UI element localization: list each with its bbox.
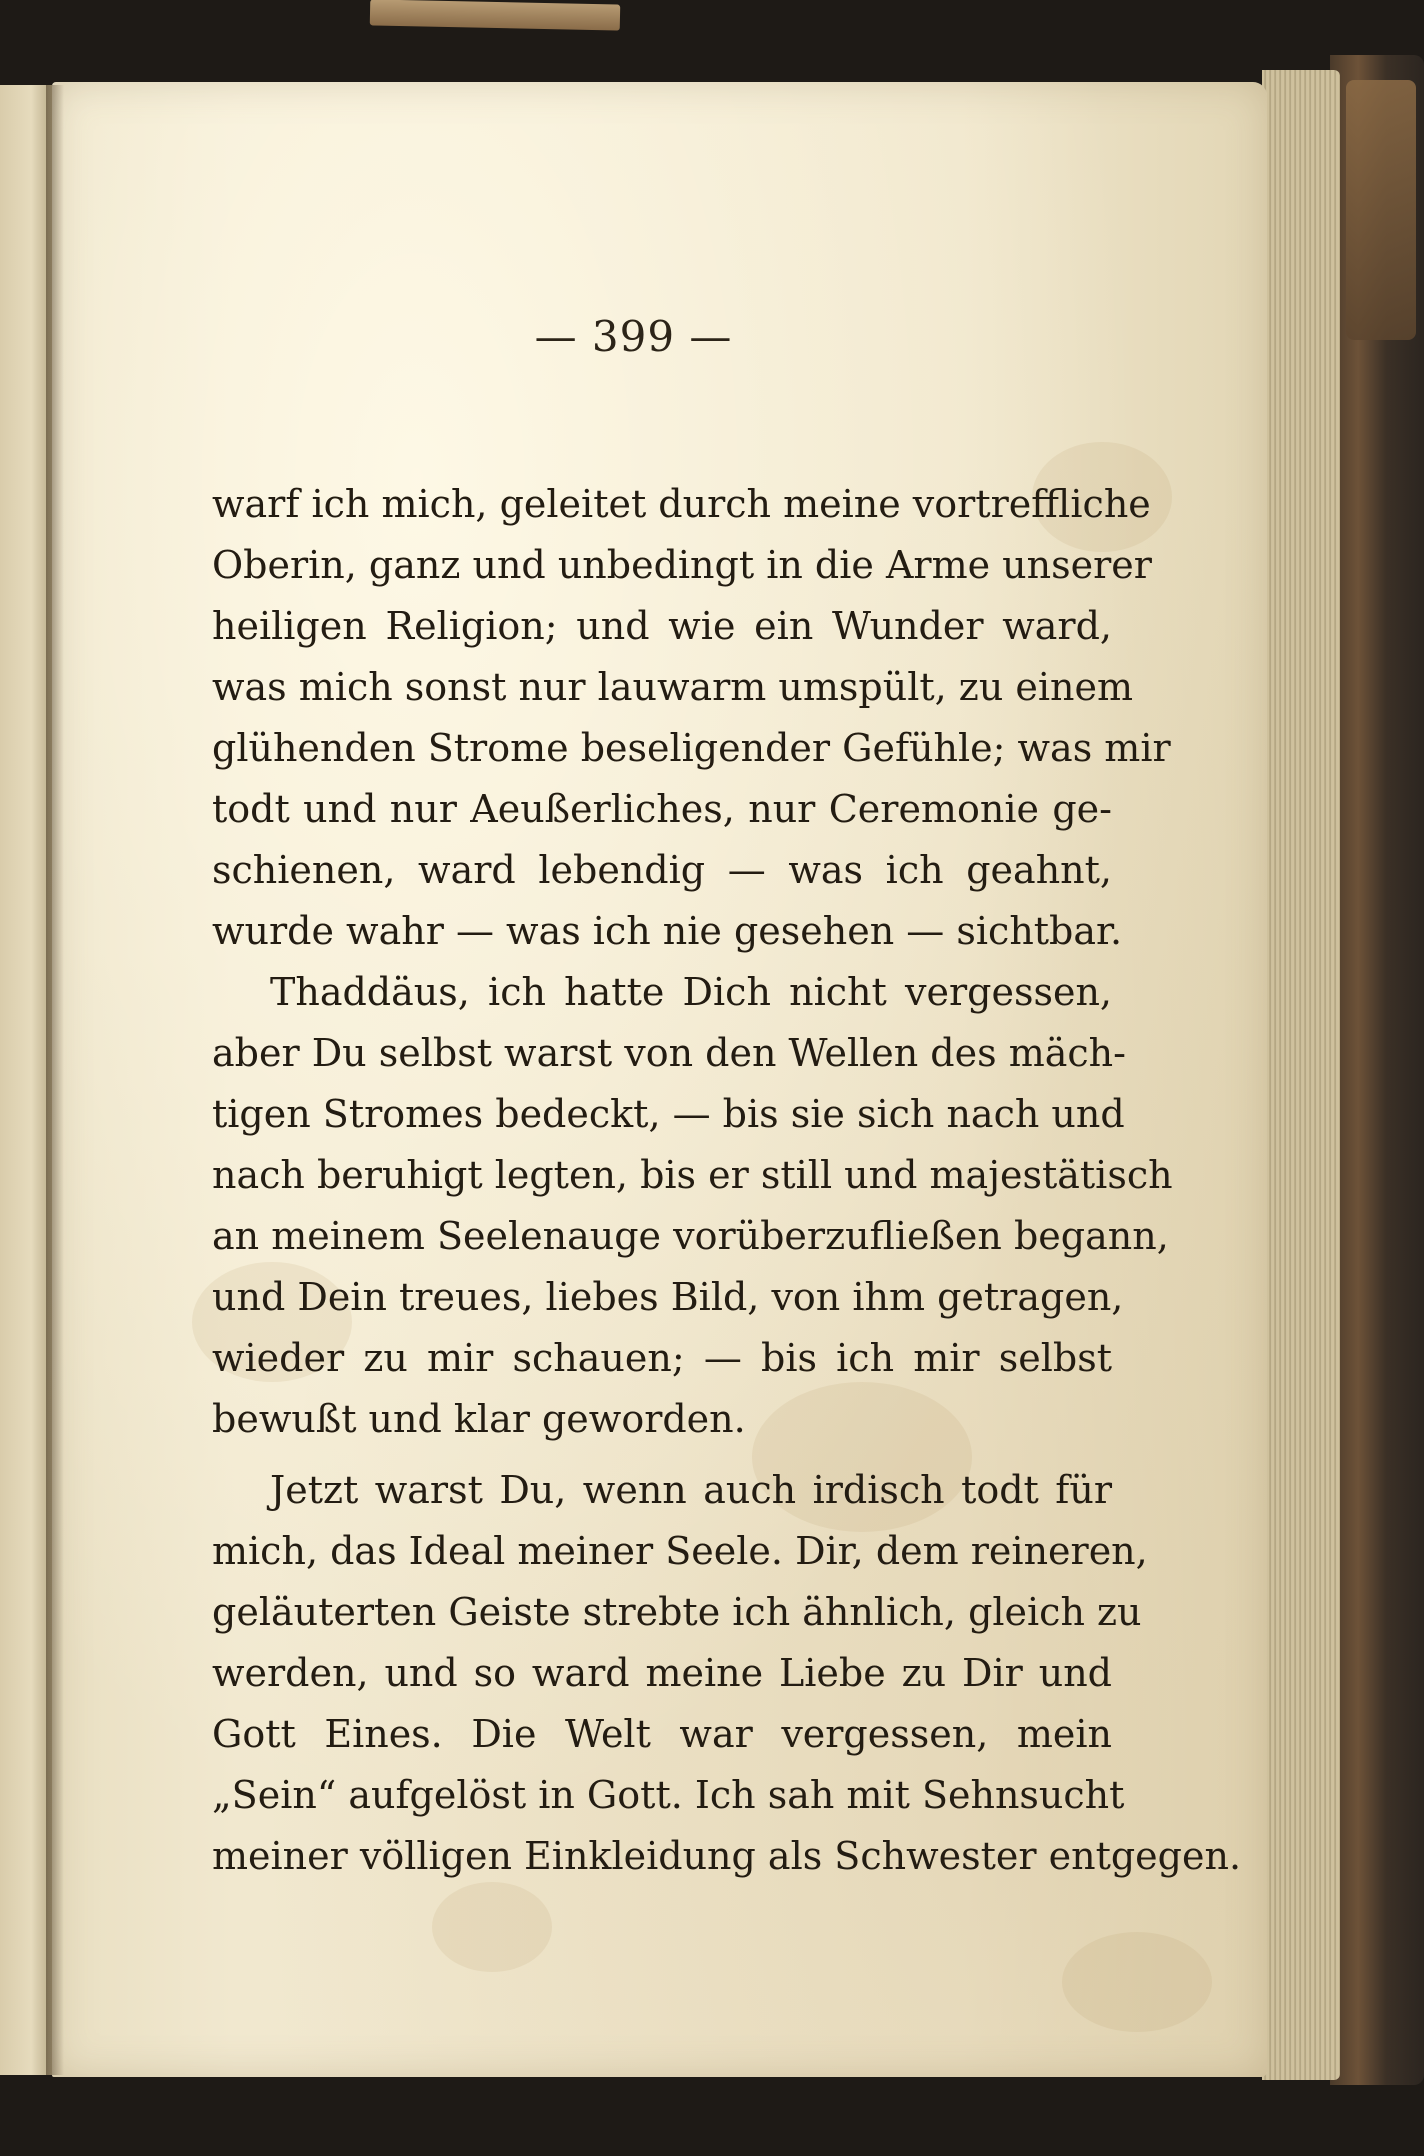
- facing-page-sliver: [0, 85, 52, 2075]
- text-line: todt und nur Aeußerliches, nur Ceremonie ge-: [212, 787, 1112, 831]
- text-line: meiner völligen Einkleidung als Schwester entgegen.: [212, 1834, 1242, 1878]
- text-line: heiligen Religion; und wie ein Wunder ward,: [212, 604, 1112, 648]
- text-line: „Sein“ aufgelöst in Gott. Ich sah mit Sehnsucht: [212, 1773, 1125, 1817]
- paragraph-gap: [212, 1450, 1112, 1460]
- text-line: aber Du selbst warst von den Wellen des mäch-: [212, 1031, 1126, 1075]
- text-line: tigen Stromes bedeckt, — bis sie sich nach und: [212, 1092, 1125, 1136]
- text-line: schienen, ward lebendig — was ich geahnt,: [212, 848, 1112, 892]
- body-text: [212, 474, 1242, 1887]
- text-line: Jetzt warst Du, wenn auch irdisch todt für: [270, 1468, 1112, 1512]
- text-line: Gott Eines. Die Welt war vergessen, mein: [212, 1712, 1112, 1756]
- text-line: Thaddäus, ich hatte Dich nicht vergessen,: [270, 970, 1112, 1014]
- text-line: geläuterten Geiste strebte ich ähnlich, gleich zu: [212, 1590, 1142, 1634]
- text-line: Oberin, ganz und unbedingt in die Arme unserer: [212, 543, 1152, 587]
- text-line: werden, und so ward meine Liebe zu Dir und: [212, 1651, 1112, 1695]
- text-line: und Dein treues, liebes Bild, von ihm getragen,: [212, 1275, 1124, 1319]
- page-gutter-shadow: [46, 85, 64, 2075]
- text-line: warf ich mich, geleitet durch meine vortreffliche: [212, 482, 1151, 526]
- torn-paper-scrap: [370, 0, 620, 31]
- page-block-edge: [1262, 70, 1340, 2080]
- text-line: wieder zu mir schauen; — bis ich mir selbst: [212, 1336, 1112, 1380]
- text-line: glühenden Strome beseligender Gefühle; was mir: [212, 726, 1171, 770]
- paper-stain: [432, 1882, 552, 1972]
- text-line: bewußt und klar geworden.: [212, 1397, 746, 1441]
- text-line: nach beruhigt legten, bis er still und majestätisch: [212, 1153, 1173, 1197]
- text-line: mich, das Ideal meiner Seele. Dir, dem reineren,: [212, 1529, 1148, 1573]
- text-line: an meinem Seelenauge vorüberzufließen begann,: [212, 1214, 1169, 1258]
- paper-stain: [1062, 1932, 1212, 2032]
- cover-leather-patch: [1346, 80, 1416, 340]
- text-line: was mich sonst nur lauwarm umspült, zu einem: [212, 665, 1134, 709]
- book-cover-edge: [1330, 55, 1424, 2085]
- page-number: — 399 —: [534, 312, 733, 361]
- text-line: wurde wahr — was ich nie gesehen — sichtbar.: [212, 909, 1123, 953]
- book-page: [52, 82, 1267, 2077]
